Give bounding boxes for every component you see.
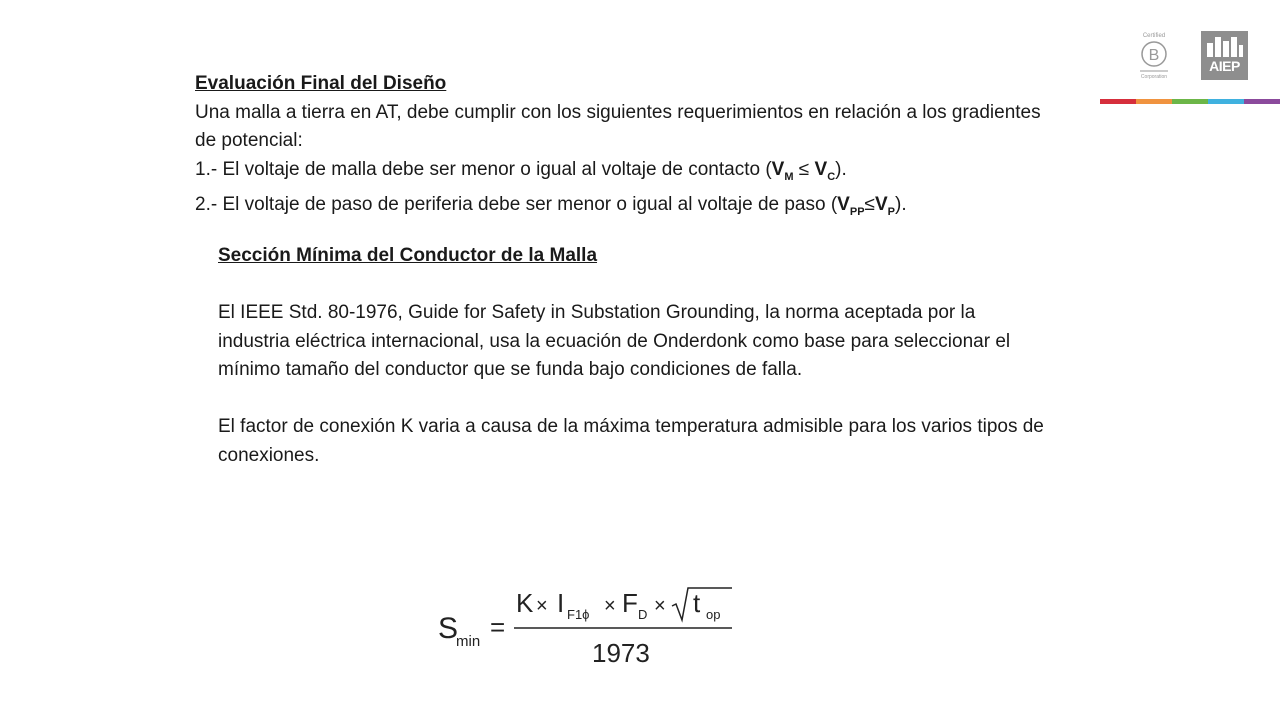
formula-times-3: × [654,595,666,617]
intro-text: Una malla a tierra en AT, debe cumplir con los siguientes requerimientos en relación a los gradientes de potencial: [195,101,1041,151]
formula-times-1: × [536,595,548,617]
stripe-blue [1208,99,1244,104]
requirement-2: 2.- El voltaje de paso de periferia debe ser menor o igual al voltaje de paso $(V_{PP}\le V_P)$. [195,193,907,218]
slide-title: Evaluación Final del Diseño [195,73,447,94]
formula-i-sub: F1ϕ [567,607,590,622]
bcorp-top-text: Certified [1142,33,1166,39]
formula-sqrt-sign [672,588,732,620]
aiep-logo [1201,31,1248,80]
formula-k: K [516,588,534,618]
bcorp-bottom-text: Corporation [1140,74,1168,80]
brand-color-stripe [1100,99,1280,104]
formula-denominator: 1973 [592,638,650,668]
onderdonk-formula [436,582,736,668]
formula-times-2: × [604,595,616,617]
formula-i: I [557,588,565,618]
formula-f-sub: D [638,607,648,622]
formula-lhs-sub: min [456,633,481,650]
section-block [218,242,1048,470]
requirements-block [195,70,1055,226]
aiep-logo-text: AIEP [1209,58,1240,74]
formula-t: t [693,588,701,618]
formula-t-sub: op [706,607,721,622]
paragraph-ieee: El IEEE Std. 80-1976, Guide for Safety in Substation Grounding, la norma aceptada por la industria eléctrica internacional, usa la ecuación de Onderdonk como base para seleccionar el mínimo tamaño del conductor que se funda bajo condiciones de falla. [218,302,1011,380]
stripe-green [1172,99,1208,104]
paragraph-factor-k: El factor de conexión K varia a causa de la máxima temperatura admisible para los varios tipos de conexiones. [218,416,1044,466]
bcorp-letter: B [1148,47,1160,64]
stripe-red [1100,99,1136,104]
formula-f: F [622,588,638,618]
stripe-orange [1136,99,1172,104]
requirement-1: 1.- El voltaje de malla debe ser menor o igual al voltaje de contacto $(V_M \le V_C)$. [195,158,847,183]
stripe-purple [1244,99,1280,104]
section-title: Sección Mínima del Conductor de la Malla [218,245,598,266]
bcorp-logo [1130,30,1178,82]
formula-equals: = [490,612,506,642]
formula-lhs: S [438,612,459,645]
